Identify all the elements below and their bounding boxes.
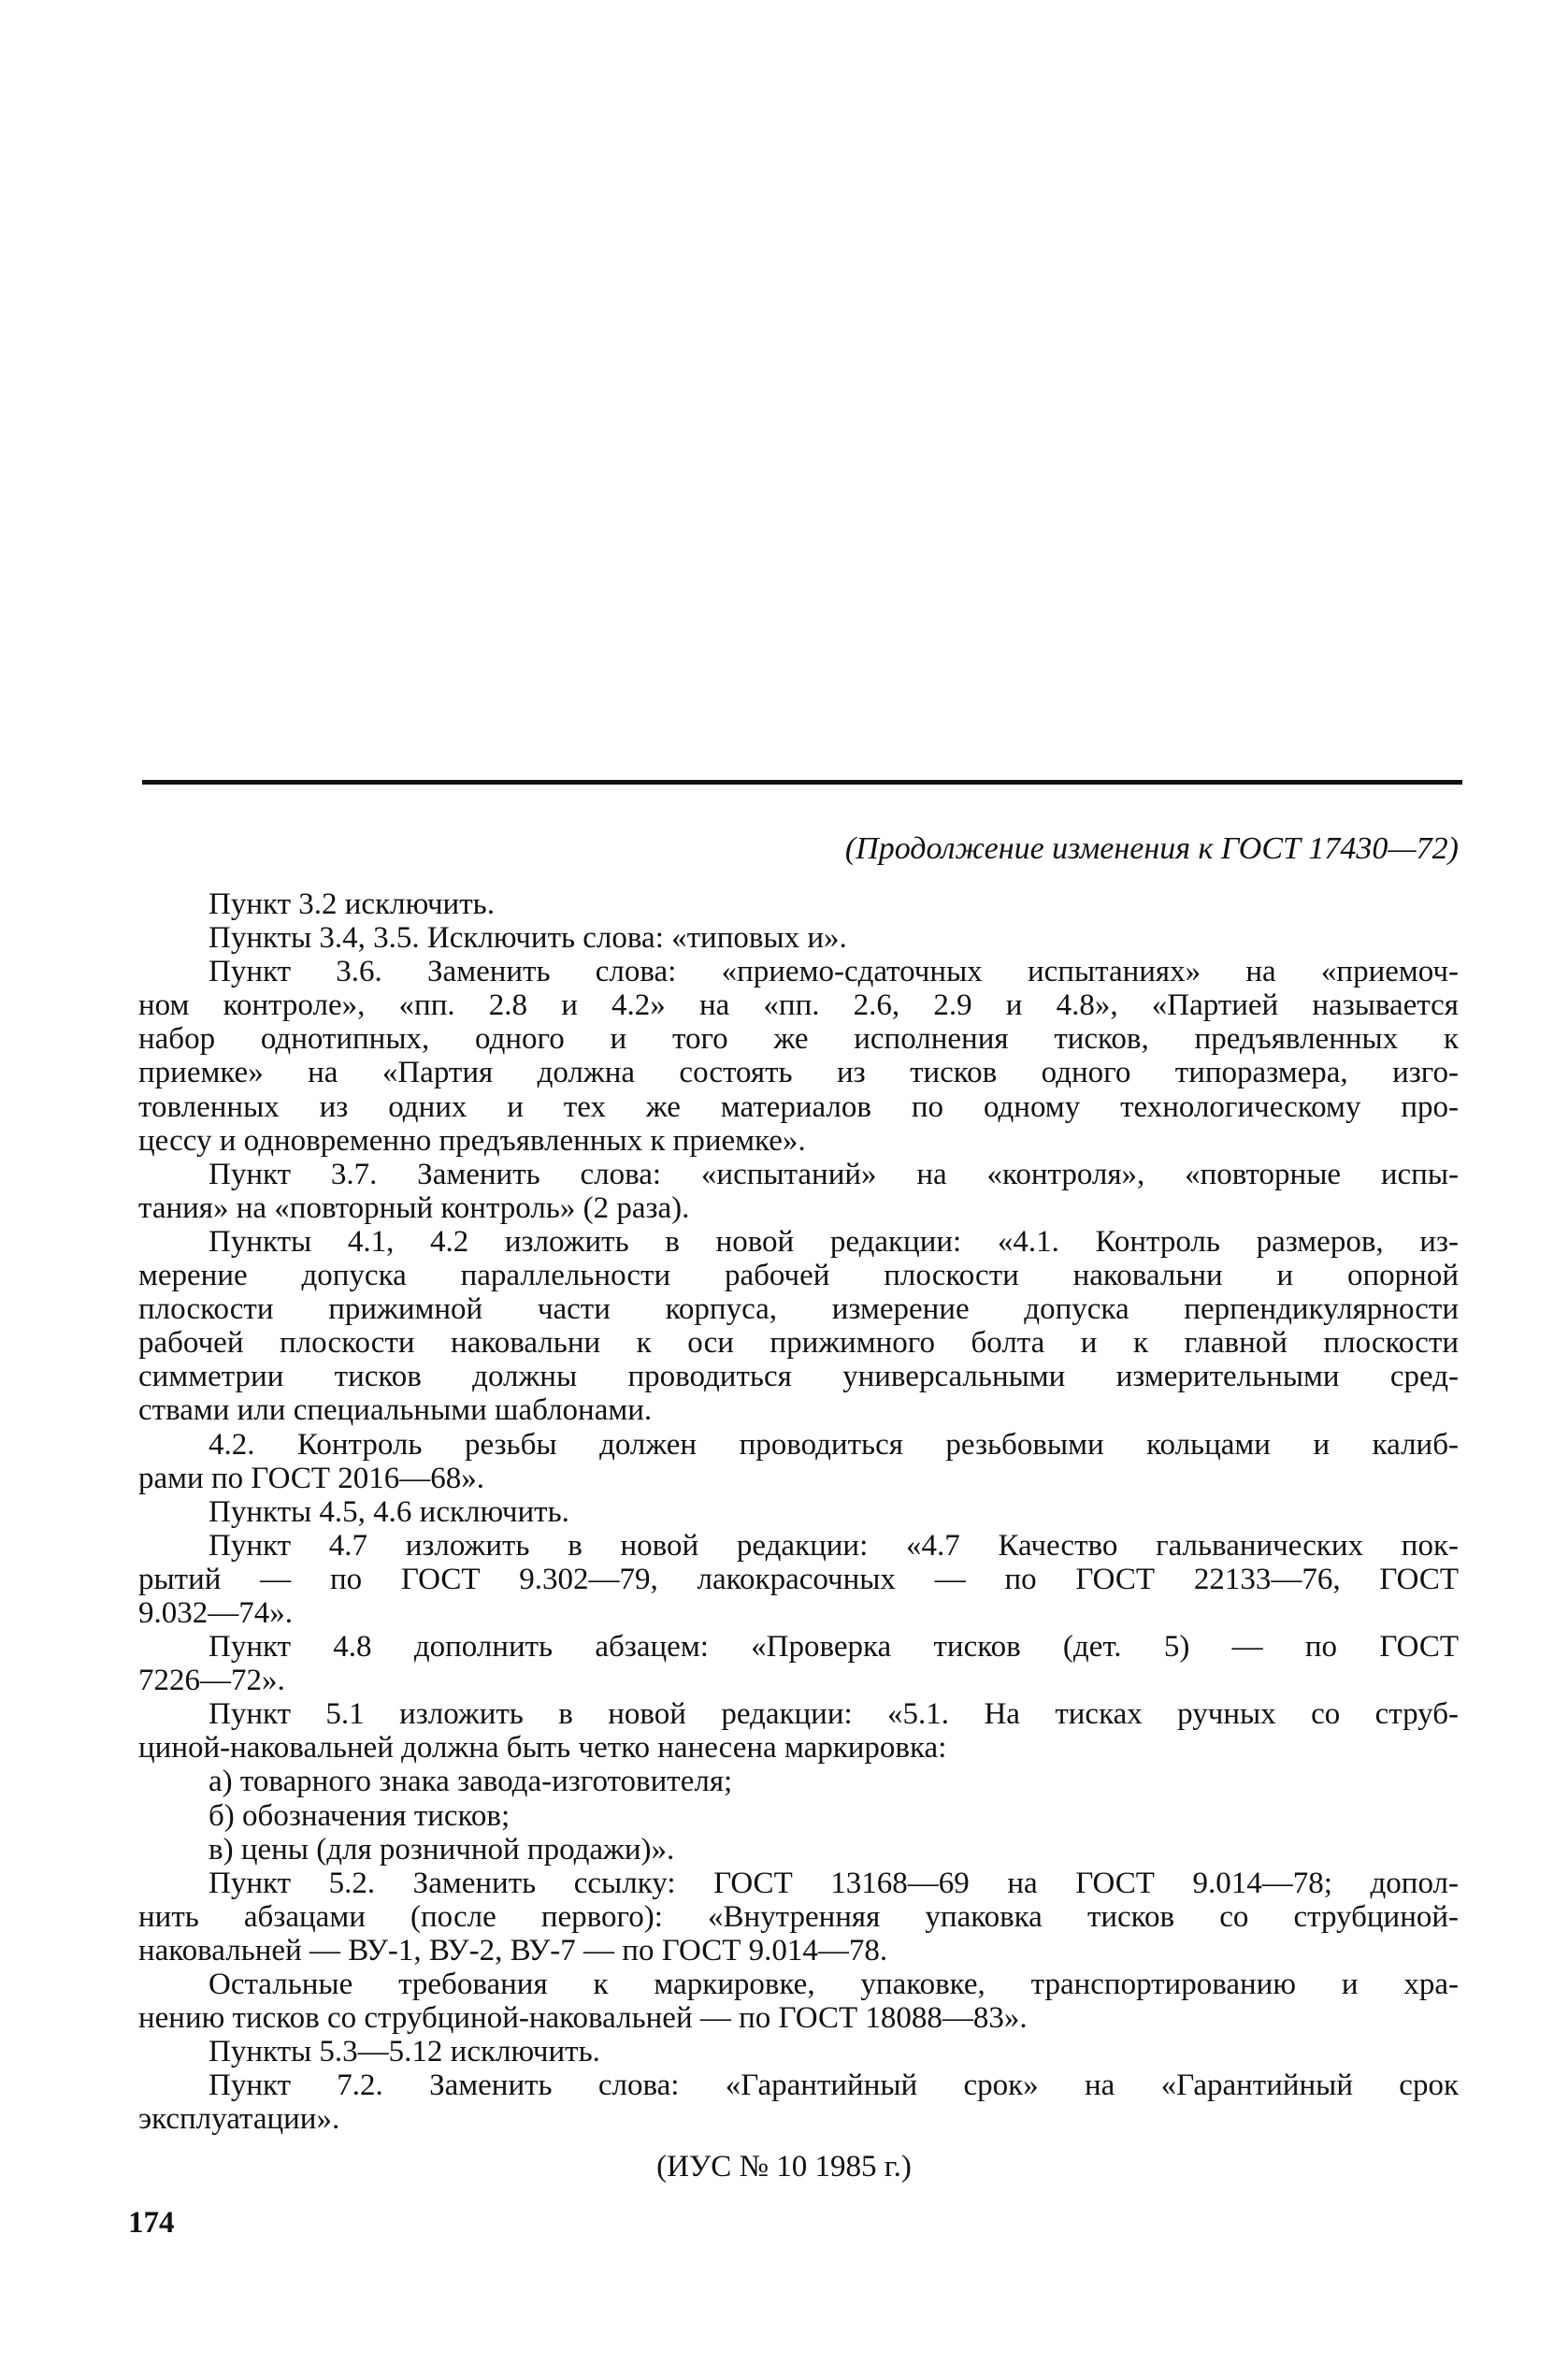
text-line: 4.2. Контроль резьбы должен проводиться резьбовыми кольцами и калиб- xyxy=(209,1427,1459,1462)
text-line: Пункт 3.6. Заменить слова: «приемо-сдаточных испытаниях» на «приемоч- xyxy=(209,955,1459,989)
text-line: Пункт 5.2. Заменить ссылку: ГОСТ 13168—69 на ГОСТ 9.014—78; допол- xyxy=(209,1866,1459,1900)
paragraph xyxy=(138,955,1459,1158)
paragraph xyxy=(138,887,1459,921)
text-line: плоскости прижимной части корпуса, измерение допуска перпендикулярности xyxy=(138,1292,1459,1327)
paragraph xyxy=(138,1765,1459,1798)
text-line: приемке» на «Партия должна состоять из тисков одного типоразмера, изго- xyxy=(138,1056,1459,1090)
text-line: тания» на «повторный контроль» (2 раза). xyxy=(138,1190,690,1225)
paragraph xyxy=(138,1225,1459,1428)
paragraph xyxy=(138,1833,1459,1867)
paragraph xyxy=(138,1968,1459,2035)
text-line: Пункт 7.2. Заменить слова: «Гарантийный срок» на «Гарантийный срок xyxy=(209,2068,1459,2103)
text-line: а) товарного знака завода-изготовителя; xyxy=(209,1765,733,1799)
paragraph xyxy=(138,921,1459,955)
paragraph xyxy=(138,1697,1459,1765)
text-line: рытий — по ГОСТ 9.302—79, лакокрасочных — по ГОСТ 22133—76, ГОСТ xyxy=(138,1562,1459,1596)
text-line: б) обозначения тисков; xyxy=(209,1798,511,1833)
paragraph xyxy=(138,1428,1459,1495)
text-line: Пункт 4.8 дополнить абзацем: «Проверка тисков (дет. 5) — по ГОСТ xyxy=(209,1630,1459,1665)
paragraph xyxy=(138,2068,1459,2136)
paragraph xyxy=(138,1158,1459,1225)
text-line: товленных из одних и тех же материалов по одному технологическому про- xyxy=(138,1089,1459,1124)
text-line: Пункты 4.5, 4.6 исключить. xyxy=(209,1494,569,1529)
paragraph xyxy=(138,1630,1459,1697)
text-line: Пункты 5.3—5.12 исключить. xyxy=(209,2035,600,2069)
text-line: Остальные требования к маркировке, упаковке, транспортированию и хра- xyxy=(209,1968,1459,2001)
paragraph xyxy=(138,1529,1459,1630)
text-line: симметрии тисков должны проводиться универсальными измерительными сред- xyxy=(138,1360,1459,1394)
text-line: рами по ГОСТ 2016—68». xyxy=(138,1461,485,1495)
text-line: Пункты 3.4, 3.5. Исключить слова: «типовых и». xyxy=(209,921,847,956)
text-line: цессу и одновременно предъявленных к приемке». xyxy=(138,1123,806,1158)
text-line: 7226—72». xyxy=(138,1664,285,1698)
text-line: нению тисков со струбциной-наковальней — по ГОСТ 18088—83». xyxy=(138,2001,1028,2036)
paragraph xyxy=(138,1867,1459,1968)
text-line: ствами или специальными шаблонами. xyxy=(138,1393,653,1428)
text-line: наковальней — ВУ-1, ВУ-2, ВУ-7 — по ГОСТ 9.014—78. xyxy=(138,1933,888,1968)
paragraph xyxy=(138,2035,1459,2068)
text-line: ном контроле», «пп. 2.8 и 4.2» на «пп. 2.6, 2.9 и 4.8», «Партией называется xyxy=(138,988,1459,1023)
text-line: Пункт 3.2 исключить. xyxy=(209,887,495,921)
text-line: Пункт 5.1 изложить в новой редакции: «5.1. На тисках ручных со струб- xyxy=(209,1697,1459,1732)
text-line: Пункты 4.1, 4.2 изложить в новой редакции: «4.1. Контроль размеров, из- xyxy=(209,1224,1459,1259)
text-line: 9.032—74». xyxy=(138,1595,293,1630)
text-line: Пункт 4.7 изложить в новой редакции: «4.7 Качество гальванических пок- xyxy=(209,1528,1459,1563)
amendment-body xyxy=(138,887,1459,2136)
paragraph xyxy=(138,1495,1459,1529)
text-line: нить абзацами (после первого): «Внутренняя упаковка тисков со струбциной- xyxy=(138,1899,1459,1934)
text-line: эксплуатации». xyxy=(138,2102,340,2137)
continuation-header: (Продолжение изменения к ГОСТ 17430—72) xyxy=(844,831,1459,866)
paragraph xyxy=(138,1799,1459,1833)
page-number: 174 xyxy=(128,2206,175,2240)
text-line: Пункт 3.7. Заменить слова: «испытаний» на «контроля», «повторные испы- xyxy=(209,1157,1459,1191)
source-reference: (ИУС № 10 1985 г.) xyxy=(656,2150,912,2184)
text-line: рабочей плоскости наковальни к оси прижимного болта и к главной плоскости xyxy=(138,1326,1459,1361)
text-line: мерение допуска параллельности рабочей плоскости наковальни и опорной xyxy=(138,1259,1459,1293)
top-divider-rule xyxy=(142,780,1462,785)
text-line: в) цены (для розничной продажи)». xyxy=(209,1832,675,1867)
text-line: набор однотипных, одного и того же исполнения тисков, предъявленных к xyxy=(138,1022,1459,1057)
text-line: циной-наковальней должна быть четко нанесена маркировка: xyxy=(138,1731,947,1766)
